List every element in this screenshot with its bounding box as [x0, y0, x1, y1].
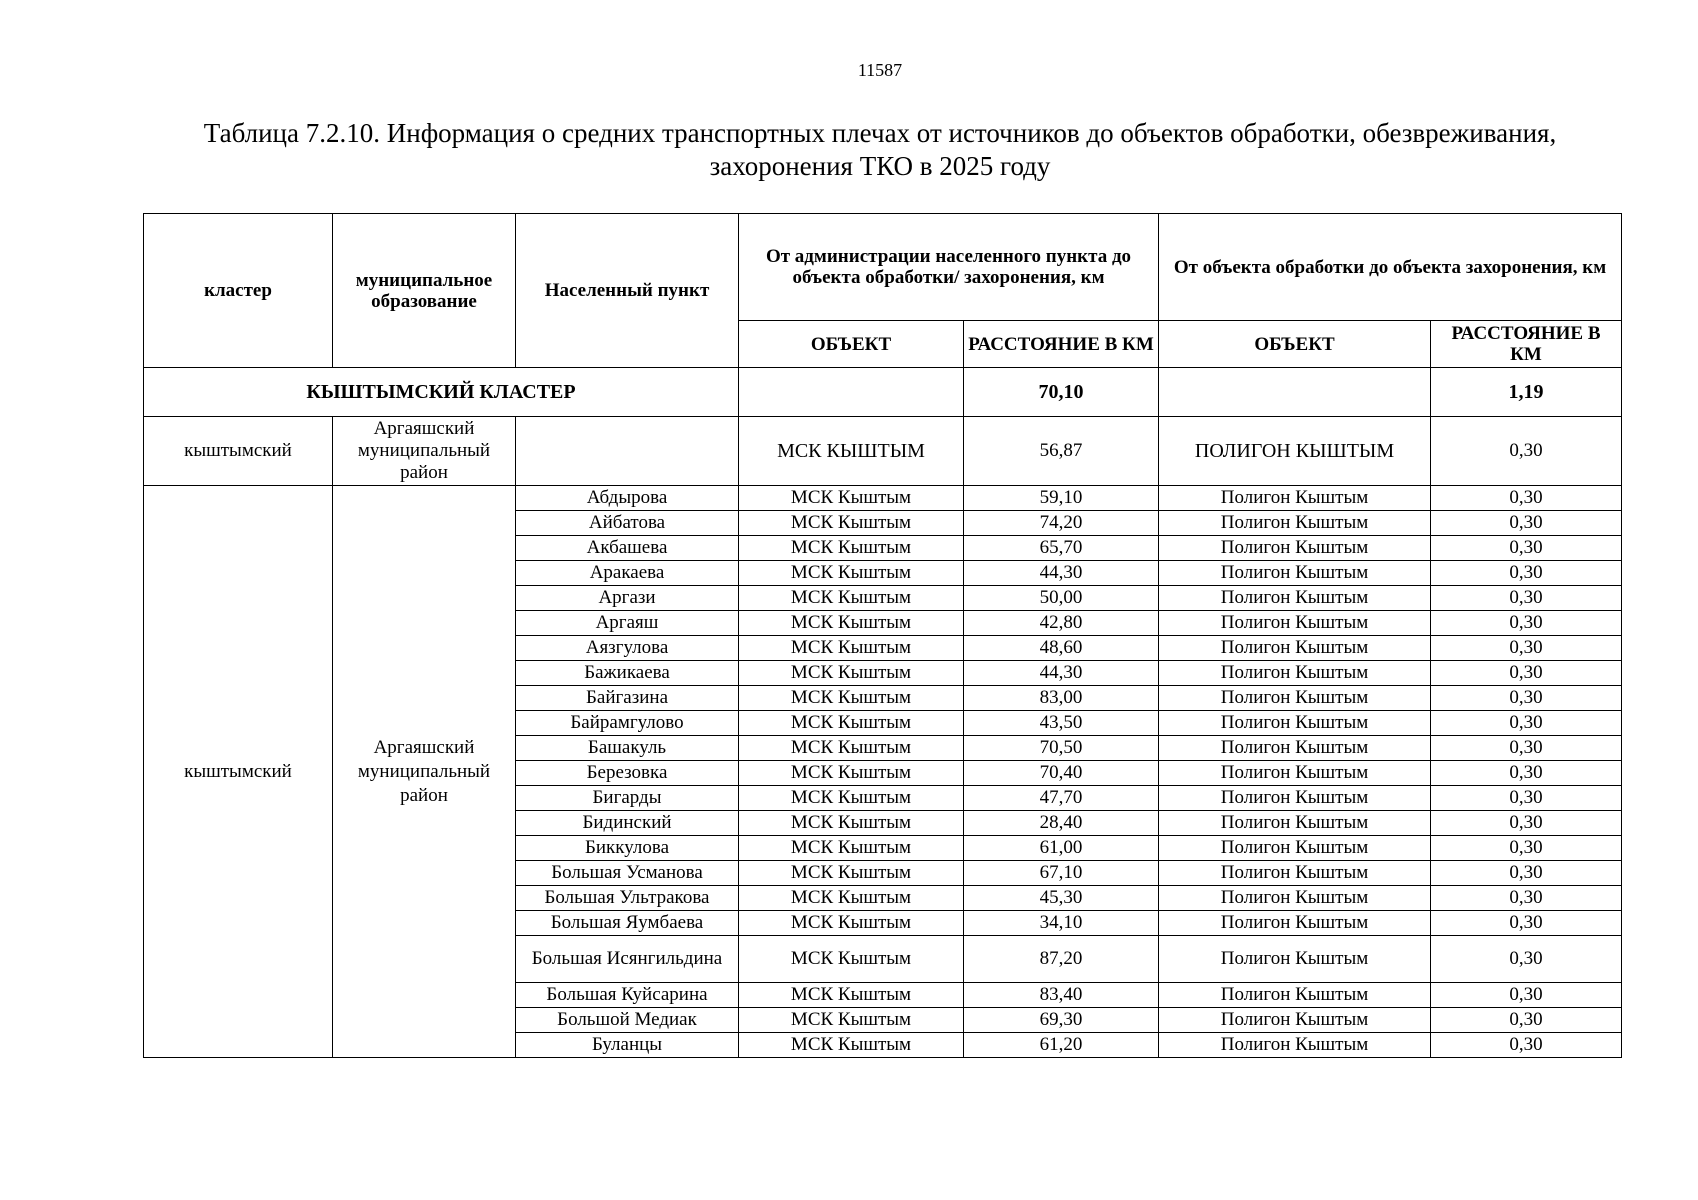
district-summary-row: [144, 417, 1622, 486]
object-2-cell: Полигон Кыштым: [1159, 786, 1431, 811]
distance-2-cell: 0,30: [1431, 661, 1622, 686]
distance-2-cell: 0,30: [1431, 561, 1622, 586]
distance-2-cell: 0,30: [1431, 736, 1622, 761]
district-object-1: МСК КЫШТЫМ: [739, 417, 964, 486]
distance-2-cell: 0,30: [1431, 911, 1622, 936]
distance-2-cell: 0,30: [1431, 686, 1622, 711]
object-1-cell: МСК Кыштым: [739, 983, 964, 1008]
object-1-cell: МСК Кыштым: [739, 486, 964, 511]
settlement-cell: Байгазина: [516, 686, 739, 711]
distance-1-cell: 45,30: [964, 886, 1159, 911]
settlement-cell: Аязгулова: [516, 636, 739, 661]
distance-2-cell: 0,30: [1431, 811, 1622, 836]
object-1-cell: МСК Кыштым: [739, 861, 964, 886]
header-cluster: кластер: [144, 214, 333, 368]
object-2-cell: Полигон Кыштым: [1159, 811, 1431, 836]
distance-2-cell: 0,30: [1431, 761, 1622, 786]
distance-1-cell: 43,50: [964, 711, 1159, 736]
distance-1-cell: 48,60: [964, 636, 1159, 661]
settlement-cell: Биккулова: [516, 836, 739, 861]
settlement-cell: Большой Медиак: [516, 1008, 739, 1033]
distance-2-cell: 0,30: [1431, 486, 1622, 511]
object-1-cell: МСК Кыштым: [739, 561, 964, 586]
header-object-2: ОБЪЕКТ: [1159, 321, 1431, 368]
object-1-cell: МСК Кыштым: [739, 686, 964, 711]
district-cluster: кыштымский: [144, 417, 333, 486]
object-2-cell: Полигон Кыштым: [1159, 886, 1431, 911]
district-municipality: Аргаяшский муниципальный район: [333, 417, 516, 486]
object-2-cell: Полигон Кыштым: [1159, 983, 1431, 1008]
object-1-cell: МСК Кыштым: [739, 661, 964, 686]
settlement-cell: Бажикаева: [516, 661, 739, 686]
distance-2-cell: 0,30: [1431, 983, 1622, 1008]
object-2-cell: Полигон Кыштым: [1159, 911, 1431, 936]
header-settlement: Населенный пункт: [516, 214, 739, 368]
table-title-line-2: захоронения ТКО в 2025 году: [709, 151, 1051, 181]
header-group-processing-to-landfill: От объекта обработки до объекта захоронения, км: [1159, 214, 1622, 321]
object-1-cell: МСК Кыштым: [739, 586, 964, 611]
distance-2-cell: 0,30: [1431, 1008, 1622, 1033]
district-settlement: [516, 417, 739, 486]
cluster-summary-row: [144, 368, 1622, 417]
object-2-cell: Полигон Кыштым: [1159, 736, 1431, 761]
distance-1-cell: 61,00: [964, 836, 1159, 861]
table-title-line-1: Таблица 7.2.10. Информация о средних транспортных плечах от источников до объектов обработки, обезвреживания,: [203, 118, 1557, 148]
transport-distance-table: [143, 213, 1622, 1058]
object-2-cell: Полигон Кыштым: [1159, 761, 1431, 786]
header-object-1: ОБЪЕКТ: [739, 321, 964, 368]
settlement-cell: Бигарды: [516, 786, 739, 811]
distance-1-cell: 28,40: [964, 811, 1159, 836]
object-2-cell: Полигон Кыштым: [1159, 936, 1431, 983]
object-1-cell: МСК Кыштым: [739, 811, 964, 836]
object-2-cell: Полигон Кыштым: [1159, 486, 1431, 511]
settlement-cell: Большая Яумбаева: [516, 911, 739, 936]
distance-1-cell: 70,40: [964, 761, 1159, 786]
object-2-cell: Полигон Кыштым: [1159, 836, 1431, 861]
settlement-cell: Аракаева: [516, 561, 739, 586]
object-1-cell: МСК Кыштым: [739, 836, 964, 861]
district-distance-1: 56,87: [964, 417, 1159, 486]
distance-1-cell: 69,30: [964, 1008, 1159, 1033]
object-2-cell: Полигон Кыштым: [1159, 686, 1431, 711]
group-cluster: кыштымский: [144, 486, 333, 1058]
object-1-cell: МСК Кыштым: [739, 936, 964, 983]
distance-1-cell: 34,10: [964, 911, 1159, 936]
object-2-cell: Полигон Кыштым: [1159, 861, 1431, 886]
settlement-cell: Березовка: [516, 761, 739, 786]
object-2-cell: Полигон Кыштым: [1159, 611, 1431, 636]
object-1-cell: МСК Кыштым: [739, 761, 964, 786]
distance-1-cell: 59,10: [964, 486, 1159, 511]
district-distance-2: 0,30: [1431, 417, 1622, 486]
settlement-cell: Аргаяш: [516, 611, 739, 636]
object-2-cell: Полигон Кыштым: [1159, 1033, 1431, 1058]
group-municipality: Аргаяшский муниципальный район: [333, 486, 516, 1058]
object-2-cell: Полигон Кыштым: [1159, 661, 1431, 686]
object-1-cell: МСК Кыштым: [739, 1008, 964, 1033]
object-2-cell: Полигон Кыштым: [1159, 711, 1431, 736]
object-2-cell: Полигон Кыштым: [1159, 536, 1431, 561]
header-municipality: муниципальное образование: [333, 214, 516, 368]
object-1-cell: МСК Кыштым: [739, 611, 964, 636]
distance-2-cell: 0,30: [1431, 786, 1622, 811]
settlement-cell: Большая Усманова: [516, 861, 739, 886]
district-object-2: ПОЛИГОН КЫШТЫМ: [1159, 417, 1431, 486]
cluster-distance-2: 1,19: [1431, 368, 1622, 417]
distance-1-cell: 74,20: [964, 511, 1159, 536]
cluster-label: КЫШТЫМСКИЙ КЛАСТЕР: [144, 368, 739, 417]
object-1-cell: МСК Кыштым: [739, 911, 964, 936]
distance-1-cell: 47,70: [964, 786, 1159, 811]
header-group-admin-to-processing: От администрации населенного пункта до объекта обработки/ захоронения, км: [739, 214, 1159, 321]
object-2-cell: Полигон Кыштым: [1159, 586, 1431, 611]
page-number: 11587: [857, 60, 903, 80]
distance-2-cell: 0,30: [1431, 611, 1622, 636]
settlement-cell: Акбашева: [516, 536, 739, 561]
table-title: [150, 117, 1610, 183]
distance-2-cell: 0,30: [1431, 936, 1622, 983]
settlement-cell: Буланцы: [516, 1033, 739, 1058]
settlement-cell: Большая Куйсарина: [516, 983, 739, 1008]
settlement-cell: Абдырова: [516, 486, 739, 511]
distance-2-cell: 0,30: [1431, 1033, 1622, 1058]
distance-2-cell: 0,30: [1431, 586, 1622, 611]
header-distance-2: РАССТОЯНИЕ В КМ: [1431, 321, 1622, 368]
distance-1-cell: 50,00: [964, 586, 1159, 611]
settlement-cell: Айбатова: [516, 511, 739, 536]
settlement-cell: Бидинский: [516, 811, 739, 836]
object-1-cell: МСК Кыштым: [739, 886, 964, 911]
distance-1-cell: 42,80: [964, 611, 1159, 636]
object-1-cell: МСК Кыштым: [739, 1033, 964, 1058]
distance-2-cell: 0,30: [1431, 636, 1622, 661]
cluster-object-1: [739, 368, 964, 417]
distance-1-cell: 44,30: [964, 661, 1159, 686]
settlement-cell: Большая Исянгильдина: [516, 936, 739, 983]
header-distance-1: РАССТОЯНИЕ В КМ: [964, 321, 1159, 368]
object-2-cell: Полигон Кыштым: [1159, 636, 1431, 661]
distance-1-cell: 70,50: [964, 736, 1159, 761]
object-2-cell: Полигон Кыштым: [1159, 561, 1431, 586]
distance-1-cell: 83,00: [964, 686, 1159, 711]
object-1-cell: МСК Кыштым: [739, 536, 964, 561]
distance-1-cell: 65,70: [964, 536, 1159, 561]
cluster-object-2: [1159, 368, 1431, 417]
distance-2-cell: 0,30: [1431, 861, 1622, 886]
distance-2-cell: 0,30: [1431, 711, 1622, 736]
distance-2-cell: 0,30: [1431, 536, 1622, 561]
object-1-cell: МСК Кыштым: [739, 786, 964, 811]
object-2-cell: Полигон Кыштым: [1159, 1008, 1431, 1033]
distance-1-cell: 87,20: [964, 936, 1159, 983]
object-1-cell: МСК Кыштым: [739, 711, 964, 736]
table-row: [144, 486, 1622, 511]
distance-2-cell: 0,30: [1431, 836, 1622, 861]
object-1-cell: МСК Кыштым: [739, 511, 964, 536]
settlement-cell: Байрамгулово: [516, 711, 739, 736]
settlement-cell: Башакуль: [516, 736, 739, 761]
distance-1-cell: 83,40: [964, 983, 1159, 1008]
distance-1-cell: 67,10: [964, 861, 1159, 886]
cluster-distance-1: 70,10: [964, 368, 1159, 417]
object-1-cell: МСК Кыштым: [739, 636, 964, 661]
distance-2-cell: 0,30: [1431, 511, 1622, 536]
object-1-cell: МСК Кыштым: [739, 736, 964, 761]
distance-2-cell: 0,30: [1431, 886, 1622, 911]
settlement-cell: Аргази: [516, 586, 739, 611]
object-2-cell: Полигон Кыштым: [1159, 511, 1431, 536]
settlement-cell: Большая Ультракова: [516, 886, 739, 911]
distance-1-cell: 44,30: [964, 561, 1159, 586]
distance-1-cell: 61,20: [964, 1033, 1159, 1058]
